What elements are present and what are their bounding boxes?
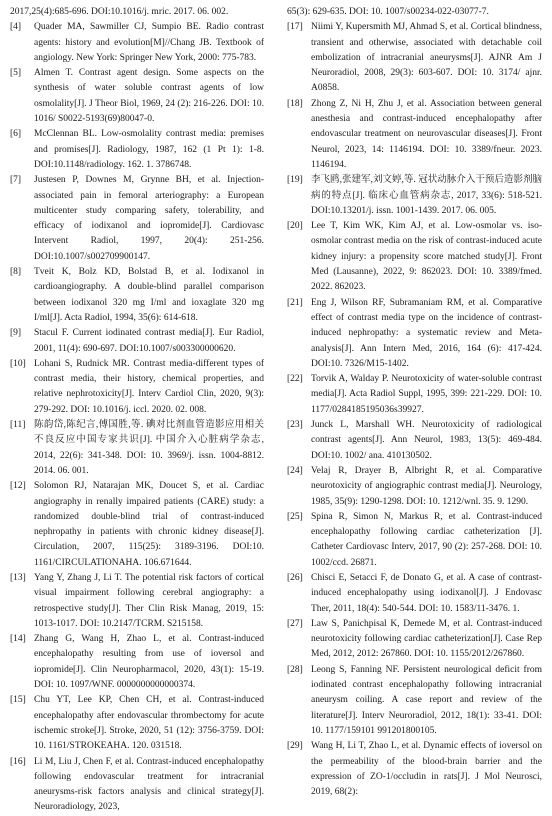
reference-number: [24]	[287, 465, 303, 476]
reference-text: Chisci E, Setacci F, de Donato G, et al. A case of contrast-induced encephalopathy using iodixanol[J]. J Endovasc Ther, 2011, 18(4): 540-544. DOI: 10. 1583/11-3476. 1.	[311, 572, 542, 614]
reference-text: Niimi Y, Kupersmith MJ, Ahmad S, et al. Cortical blindness, transient and otherwise, associated with detachable coil embolization of intracranial aneurysms[J]. AJNR Am J Neuroradiol, 2008, 29(3): 603-607. DOI: 10. 3174/ ajnr. A0858.	[311, 22, 542, 94]
reference-number: [4]	[10, 22, 22, 33]
reference-entry	[10, 127, 264, 173]
reference-text: Stacul F. Current iodinated contrast media[J]. Eur Radiol, 2001, 11(4): 690-697. DOI:10.1007/s003300000620.	[34, 328, 264, 354]
reference-entry	[287, 617, 542, 663]
reference-text: 2017,25(4):685-696. DOI:10.1016/j. mric. 2017. 06. 002.	[10, 7, 229, 17]
reference-text: Li M, Liu J, Chen F, et al. Contrast-induced encephalopathy following endovascular treatment for intracranial aneurysms-risk factors analysis and clinical strategy[J]. Neuroradiology, 2023,	[34, 756, 264, 813]
reference-number: [22]	[287, 374, 303, 385]
reference-entry	[10, 173, 264, 265]
reference-number: [25]	[287, 511, 303, 522]
reference-number: [18]	[287, 98, 303, 109]
reference-number: [5]	[10, 68, 22, 79]
reference-continuation	[10, 5, 264, 20]
reference-number: [10]	[10, 358, 26, 369]
reference-entry	[287, 219, 542, 295]
reference-number: [29]	[287, 741, 303, 752]
reference-text: 65(3): 629-635. DOI: 10. 1007/s00234-022-03077-7.	[287, 7, 489, 17]
reference-column-left	[10, 5, 264, 816]
reference-number: [15]	[10, 695, 26, 706]
reference-text: Spina R, Simon N, Markus R, et al. Contrast-induced encephalopathy following cardiac catheterization [J]. Catheter Cardiovasc Interv, 2017, 90 (2): 257-268. DOI: 10. 1002/ccd. 26871.	[311, 511, 542, 568]
reference-entry	[10, 66, 264, 127]
reference-text: Junck L, Marshall WH. Neurotoxicity of radiological contrast agents[J]. Ann Neurol, 1983, 13(5): 469-484. DOI:10. 1002/ ana. 410130502.	[311, 420, 542, 461]
reference-number: [19]	[287, 175, 303, 186]
reference-entry	[287, 20, 542, 96]
reference-text: Zhong Z, Ni H, Zhu J, et al. Association between general anesthesia and contrast-induced encephalopathy after endovascular treatment on neurovascular diseases[J]. Front Neurol, 2023, 14: 1146194. DOI: 10. 3389/fneur. 2023. 1146194.	[311, 98, 542, 170]
reference-text: Tveit K, Bolz KD, Bolstad B, et al. Iodixanol in cardioangiography. A double-blind parallel comparison between iodixanol 320 mg I/ml and ioxaglate 320 mg I/ml[J]. Acta Radiol, 1994, 35(6): 614-618.	[34, 267, 264, 323]
reference-number: [17]	[287, 22, 303, 33]
reference-number: [13]	[10, 572, 26, 583]
reference-text: Zhang G, Wang H, Zhao L, et al. Contrast-induced encephalopathy resulting from use of ioversol and iopromide[J]. Clin Neuropharmacol, 2020, 43(1): 15-19. DOI: 10. 1097/WNF. 0000000000000374.	[34, 634, 264, 691]
reference-text: Solomon RJ, Natarajan MK, Doucet S, et al. Cardiac angiography in renally impaired patients (CARE) study: a randomized double-blind trial of contrast-induced nephropathy in patients with chronic kidney disease[J]. Circulation, 2007, 115(25): 3189-3196. DOI:10. 1161/CIRCULATIONAHA. 106.671644.	[34, 481, 264, 568]
reference-number: [11]	[10, 420, 26, 431]
reference-entry	[10, 357, 264, 418]
reference-entry	[10, 632, 264, 693]
reference-text: Wang H, Li T, Zhao L, et al. Dynamic effects of ioversol on the permeability of the blood-brain barrier and the expression of ZO-1/occludin in rats[J]. J Mol Neurosci, 2019, 68(2):	[311, 741, 542, 798]
reference-text: Yang Y, Zhang J, Li T. The potential risk factors of cortical visual impairment following cerebral angiography: a retrospective study[J]. Ther Clin Risk Manag, 2019, 15: 1013-1017. DOI: 10.2147/TCRM. S215158.	[34, 572, 264, 629]
reference-text: Leong S, Fanning NF. Persistent neurological deficit from iodinated contrast encephalopathy following intracranial aneurysm coiling. A case report and review of the literature[J]. Interv Neuroradiol, 2012, 18(1): 33-41. DOI: 10. 1177/159101 991201800105.	[311, 664, 542, 736]
reference-text: Torvik A, Walday P. Neurotoxicity of water-soluble contrast media[J]. Acta Radiol Suppl, 1995, 399: 221-229. DOI: 10. 1177/0284185195036s39927.	[311, 374, 542, 415]
reference-number: [7]	[10, 175, 22, 186]
reference-entry	[10, 326, 264, 357]
reference-text: Lee T, Kim WK, Kim AJ, et al. Low-osmolar vs. iso-osmolar contrast media on the risk of contrast-induced acute kidney injury: a propensity score matched study[J]. Front Med (Lausanne), 2022, 9: 862023. DOI: 10. 3389/fmed. 2022. 862023.	[311, 221, 542, 293]
reference-text: Lohani S, Rudnick MR. Contrast media-different types of contrast media, their history, chemical properties, and relative nephrotoxicity[J]. Interv Cardiol Clin, 2020, 9(3): 279-292. DOI: 10.1016/j. iccl. 2020. 02. 008.	[34, 358, 264, 415]
reference-entry	[10, 418, 264, 479]
reference-entry	[287, 464, 542, 510]
reference-text: 李飞鸥,张建军,刘文婷,等. 冠状动脉介入干预后造影剂脑病的特点[J]. 临床心血管病杂志, 2017, 33(6): 518-521. DOI:10.13201/j. issn. 1001-1439. 2017. 06. 005.	[311, 175, 542, 216]
reference-entry	[287, 510, 542, 571]
reference-text: 陈韵岱,陈纪言,傅国胜,等. 碘对比剂血管造影应用相关不良反应中国专家共识[J]. 中国介入心脏病学杂志, 2014, 22(6): 341-348. DOI: 10. 3969/j. issn. 1004-8812. 2014. 06. 001.	[34, 420, 264, 476]
reference-text: Quader MA, Sawmiller CJ, Sumpio BE. Radio contrast agents: history and evolution[M]//Chang JB. Textbook of angiology. New York: Springer New York, 2000: 775-783.	[34, 22, 264, 63]
reference-entry	[287, 418, 542, 464]
reference-column-right	[287, 5, 542, 800]
reference-entry	[287, 296, 542, 372]
reference-text: Almen T. Contrast agent design. Some aspects on the synthesis of water soluble contrast agents of low osmolality[J]. J Theor Biol, 1969, 24 (2): 216-226. DOI: 10. 1016/ S0022-5193(69)80047-0.	[34, 68, 264, 125]
reference-number: [23]	[287, 420, 303, 431]
reference-number: [14]	[10, 634, 26, 645]
reference-continuation	[287, 5, 542, 20]
reference-text: Justesen P, Downes M, Grynne BH, et al. Injection-associated pain in femoral arteriography: a European multicenter study comparing safety, tolerability, and efficacy of iodixanol and iopromide[J]. Cardiovasc Intervent Radiol, 1997, 20(4): 251-256. DOI:10.1007/s002709900147.	[34, 175, 264, 262]
reference-number: [12]	[10, 481, 26, 492]
reference-number: [6]	[10, 129, 22, 140]
reference-number: [20]	[287, 221, 303, 232]
reference-number: [16]	[10, 756, 26, 767]
reference-entry	[287, 372, 542, 418]
reference-entry	[287, 173, 542, 219]
reference-entry	[10, 20, 264, 66]
reference-text: McClennan BL. Low-osmolality contrast media: premises and promises[J]. Radiology, 1987, 162 (1 Pt 1): 1-8. DOI:10.1148/radiology. 162. 1. 3786748.	[34, 129, 264, 170]
reference-text: Velaj R, Drayer B, Albright R, et al. Comparative neurotoxicity of angiographic contrast media[J]. Neurology, 1985, 35(9): 1290-1298. DOI: 10. 1212/wnl. 35. 9. 1290.	[311, 465, 542, 507]
reference-number: [8]	[10, 267, 22, 278]
reference-number: [9]	[10, 328, 22, 339]
reference-text: Eng J, Wilson RF, Subramaniam RM, et al. Comparative effect of contrast media type on the incidence of contrast-induced nephropathy: a systematic review and Meta-analysis[J]. Ann Intern Med, 2016, 164 (6): 417-424. DOI:10. 7326/M15-1402.	[311, 297, 542, 369]
reference-number: [28]	[287, 664, 303, 675]
reference-number: [26]	[287, 572, 303, 583]
reference-text: Law S, Panichpisal K, Demede M, et al. Contrast-induced neurotoxicity following cardiac catheterization[J]. Case Rep Med, 2012, 2012: 267860. DOI: 10. 1155/2012/267860.	[311, 618, 542, 660]
reference-entry	[10, 755, 264, 816]
reference-entry	[10, 479, 264, 571]
reference-number: [21]	[287, 297, 303, 308]
reference-entry	[10, 571, 264, 632]
reference-entry	[287, 663, 542, 739]
reference-entry	[287, 571, 542, 617]
reference-number: [27]	[287, 618, 303, 629]
reference-entry	[10, 693, 264, 754]
reference-entry	[287, 97, 542, 173]
reference-entry	[10, 265, 264, 326]
reference-text: Chu YT, Lee KP, Chen CH, et al. Contrast-induced encephalopathy after endovascular thrombectomy for acute ischemic stroke[J]. Stroke, 2020, 51 (12): 3756-3759. DOI: 10. 1161/STROKEAHA. 120. 031518.	[34, 695, 264, 752]
